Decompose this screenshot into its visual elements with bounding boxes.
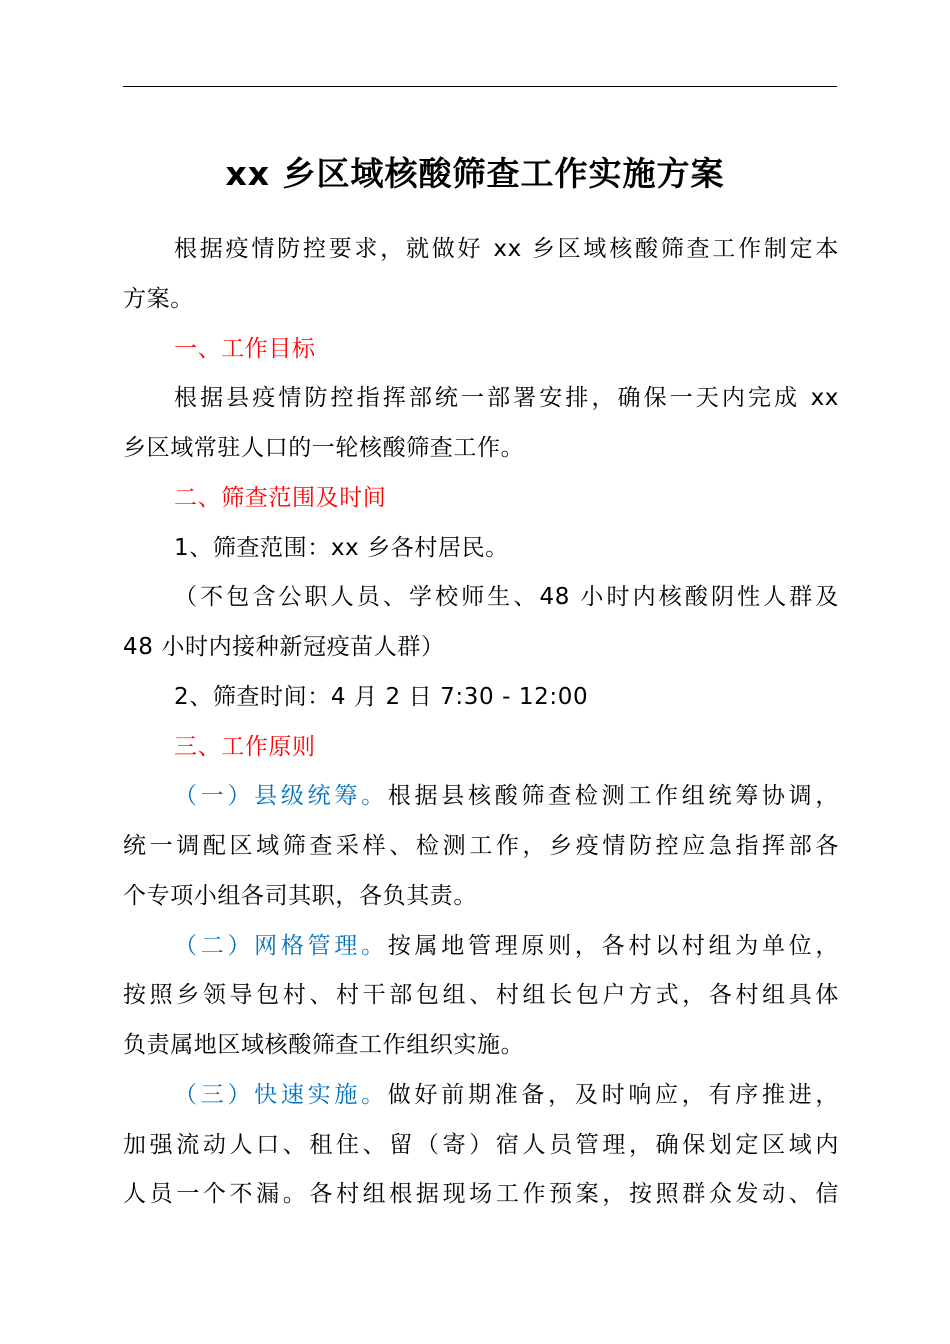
principle-1-line-3: 个专项小组各司其职，各负其责。 xyxy=(123,882,477,909)
scope-note-line-2: 48 小时内接种新冠疫苗人群） xyxy=(123,634,445,660)
principle-2-label: （二）网格管理。 xyxy=(174,932,388,959)
principle-3-text: 做好前期准备，及时响应，有序推进， xyxy=(387,1081,839,1108)
intro-line-1: 根据疫情防控要求，就做好 xx 乡区域核酸筛查工作制定本 xyxy=(174,236,839,262)
principle-2-line-1 xyxy=(123,922,839,972)
scope-note-line-1: （不包含公职人员、学校师生、48 小时内核酸阴性人群及 xyxy=(174,584,839,611)
document-title: xx 乡区域核酸筛查工作实施方案 xyxy=(225,154,725,193)
section-heading-scope: 二、筛查范围及时间 xyxy=(174,484,387,511)
scope-item-2: 2、筛查时间：4 月 2 日 7:30 - 12:00 xyxy=(174,683,589,710)
principle-1-line-2: 统一调配区域筛查采样、检测工作，乡疫情防控应急指挥部各 xyxy=(123,833,839,859)
scope-item-1: 1、筛查范围：xx 乡各村居民。 xyxy=(174,534,509,561)
principle-3-line-3: 人员一个不漏。各村组根据现场工作预案，按照群众发动、信 xyxy=(123,1181,839,1208)
principle-3-line-2: 加强流动人口、租住、留（寄）宿人员管理，确保划定区域内 xyxy=(123,1131,839,1158)
header-rule xyxy=(123,86,837,87)
principle-1-text: 根据县核酸筛查检测工作组统筹协调， xyxy=(387,783,839,810)
principle-3-line-1 xyxy=(123,1071,839,1121)
goals-line-1: 根据县疫情防控指挥部统一部署安排，确保一天内完成 xx xyxy=(174,385,839,412)
goals-line-2: 乡区域常驻人口的一轮核酸筛查工作。 xyxy=(123,435,525,461)
section-heading-principles: 三、工作原则 xyxy=(174,733,316,760)
principle-2-line-2: 按照乡领导包村、村干部包组、村组长包户方式，各村组具体 xyxy=(123,982,839,1009)
principle-3-label: （三）快速实施。 xyxy=(174,1081,388,1108)
principle-1-label: （一）县级统筹。 xyxy=(174,783,388,810)
principle-2-line-3: 负责属地区域核酸筛查工作组织实施。 xyxy=(123,1032,525,1058)
document-body xyxy=(123,225,839,1220)
principle-1-line-1 xyxy=(123,772,839,822)
section-heading-goals: 一、工作目标 xyxy=(174,335,316,362)
principle-2-text: 按属地管理原则，各村以村组为单位， xyxy=(387,932,839,959)
intro-line-2: 方案。 xyxy=(123,285,194,312)
